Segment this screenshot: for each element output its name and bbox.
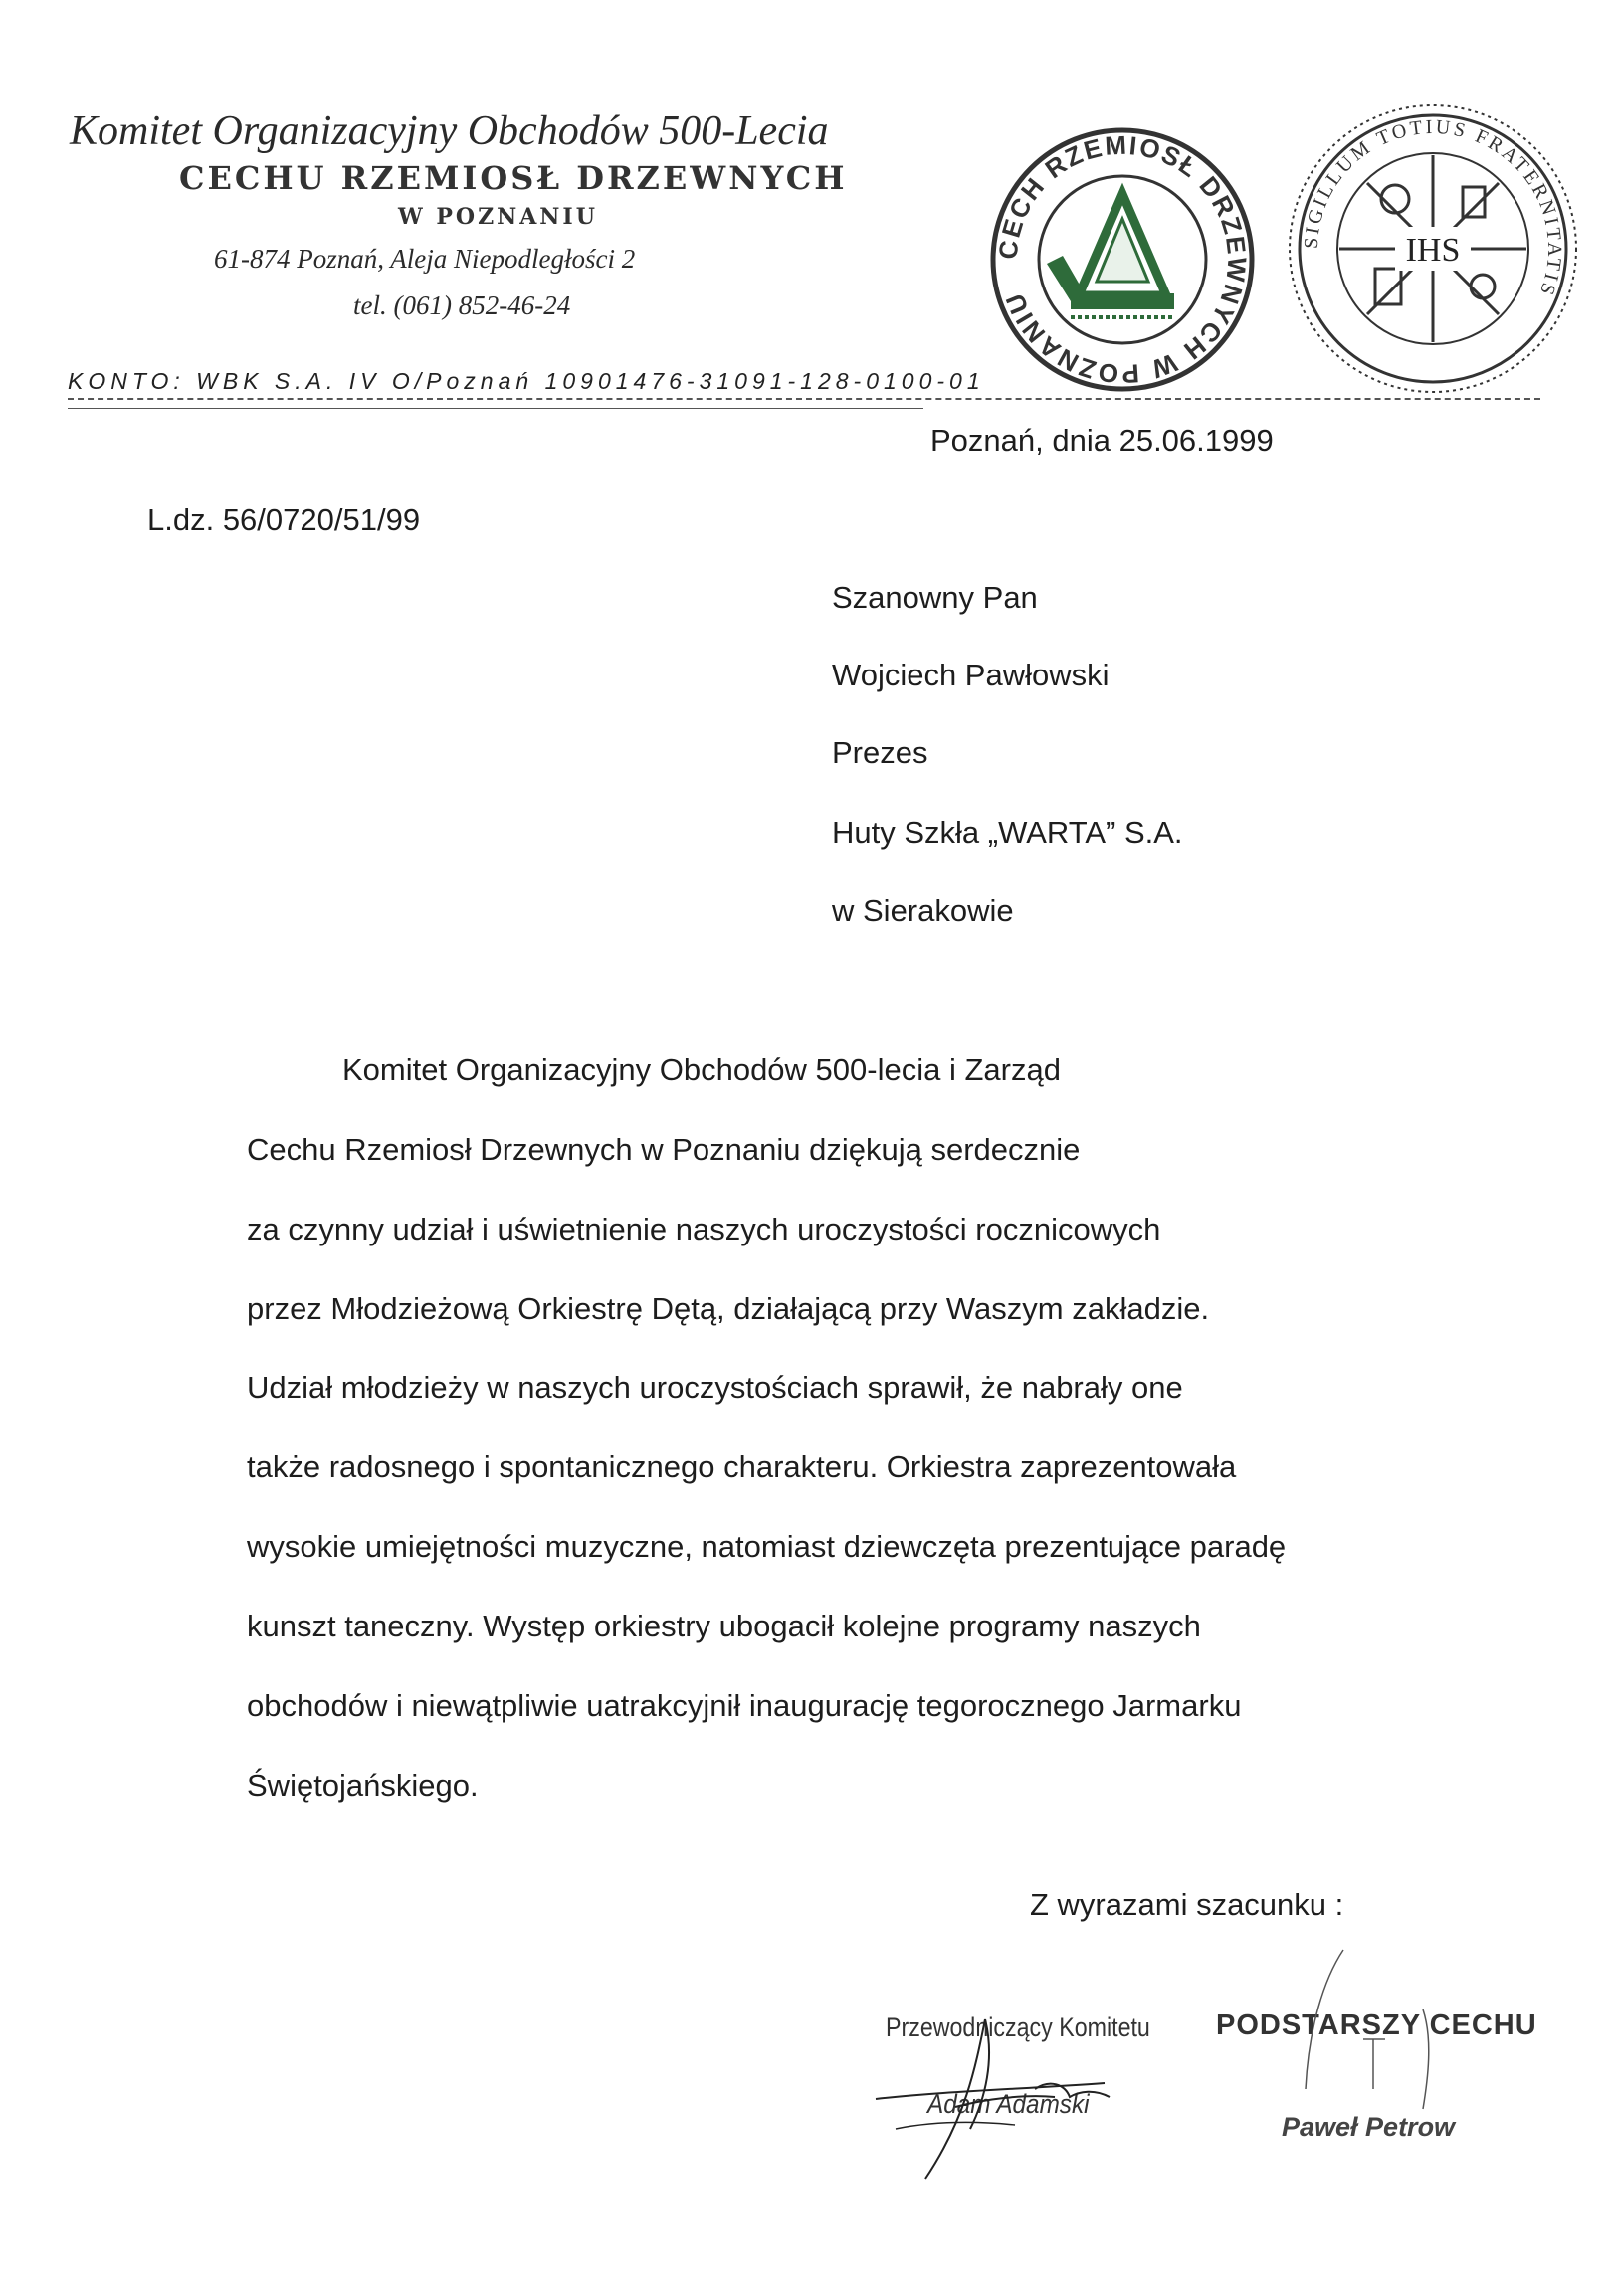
body-line: Świętojańskiego. bbox=[247, 1768, 479, 1803]
body-line: także radosnego i spontanicznego charakteru. Orkiestra zaprezentowała bbox=[247, 1449, 1237, 1484]
signature-right-name: Paweł Petrow bbox=[1282, 2112, 1456, 2142]
signature-right-title: PODSTARSZY CECHU bbox=[1216, 2009, 1537, 2041]
guild-seal-left-graphic bbox=[987, 124, 1258, 395]
header-divider bbox=[68, 398, 1540, 400]
body-line: za czynny udział i uświetnienie naszych uroczystości rocznicowych bbox=[247, 1212, 1161, 1246]
guild-seal-left bbox=[987, 124, 1258, 395]
header-divider-secondary bbox=[68, 408, 923, 409]
recipient-location: w Sierakowie bbox=[832, 893, 1014, 928]
handwritten-signature-right bbox=[1264, 1940, 1483, 2139]
letter-date: Poznań, dnia 25.06.1999 bbox=[930, 423, 1274, 458]
guild-seal-left-text: CECH RZEMIOSŁ DRZEWNYCH W POZNANIU bbox=[992, 129, 1253, 390]
handwritten-signature-left bbox=[866, 1980, 1164, 2189]
handwritten-signature-right-stroke bbox=[1264, 1940, 1483, 2139]
body-line: obchodów i niewątpliwie uatrakcyjnił inaugurację tegorocznego Jarmarku bbox=[247, 1688, 1242, 1723]
body-line: wysokie umiejętności muzyczne, natomiast dziewczęta prezentujące paradę bbox=[247, 1529, 1287, 1564]
body-line: kunszt taneczny. Występ orkiestry ubogacił kolejne programy naszych bbox=[247, 1609, 1201, 1643]
letterhead-address: 61-874 Poznań, Aleja Niepodległości 2 bbox=[214, 244, 636, 274]
recipient-title: Prezes bbox=[832, 735, 928, 770]
closing-phrase: Z wyrazami szacunku : bbox=[1030, 1887, 1344, 1922]
body-line: przez Młodzieżową Orkiestrę Dętą, działającą przy Waszym zakładzie. bbox=[247, 1291, 1210, 1326]
body-line: Udział młodzieży w naszych uroczystościach sprawił, że nabrały one bbox=[247, 1370, 1183, 1405]
ihs-monogram: IHS bbox=[1405, 232, 1461, 269]
recipient-company: Huty Szkła „WARTA” S.A. bbox=[832, 815, 1183, 850]
signature-left-name: Adam Adamski bbox=[927, 2089, 1090, 2119]
guild-seal-right-graphic bbox=[1284, 99, 1582, 398]
letterhead-guild-name: CECHU RZEMIOSŁ DRZEWNYCH bbox=[179, 159, 848, 197]
guild-seal-right-text: SIGILLUM TOTIUS FRATERNITATIS bbox=[1300, 115, 1566, 301]
letterhead-phone: tel. (061) 852-46-24 bbox=[353, 290, 571, 320]
handwritten-signature-left-stroke bbox=[866, 1980, 1164, 2189]
body-line: Komitet Organizacyjny Obchodów 500-lecia i Zarząd bbox=[342, 1052, 1061, 1087]
compass-square-emblem-icon bbox=[1047, 194, 1174, 317]
letterhead-city: W POZNANIU bbox=[398, 204, 598, 230]
recipient-name: Wojciech Pawłowski bbox=[832, 658, 1110, 692]
letterhead-committee-line: Komitet Organizacyjny Obchodów 500-Lecia bbox=[70, 108, 829, 154]
body-line: Cechu Rzemiosł Drzewnych w Poznaniu dziękują serdecznie bbox=[247, 1132, 1081, 1167]
reference-number: L.dz. 56/0720/51/99 bbox=[147, 502, 421, 537]
guild-seal-right bbox=[1284, 99, 1582, 398]
recipient-salutation: Szanowny Pan bbox=[832, 580, 1038, 615]
signature-left-title: Przewodniczący Komitetu bbox=[886, 2012, 1150, 2042]
bank-account-line: KONTO: WBK S.A. IV O/Poznań 10901476-31091-128-0100-01 bbox=[68, 368, 985, 394]
